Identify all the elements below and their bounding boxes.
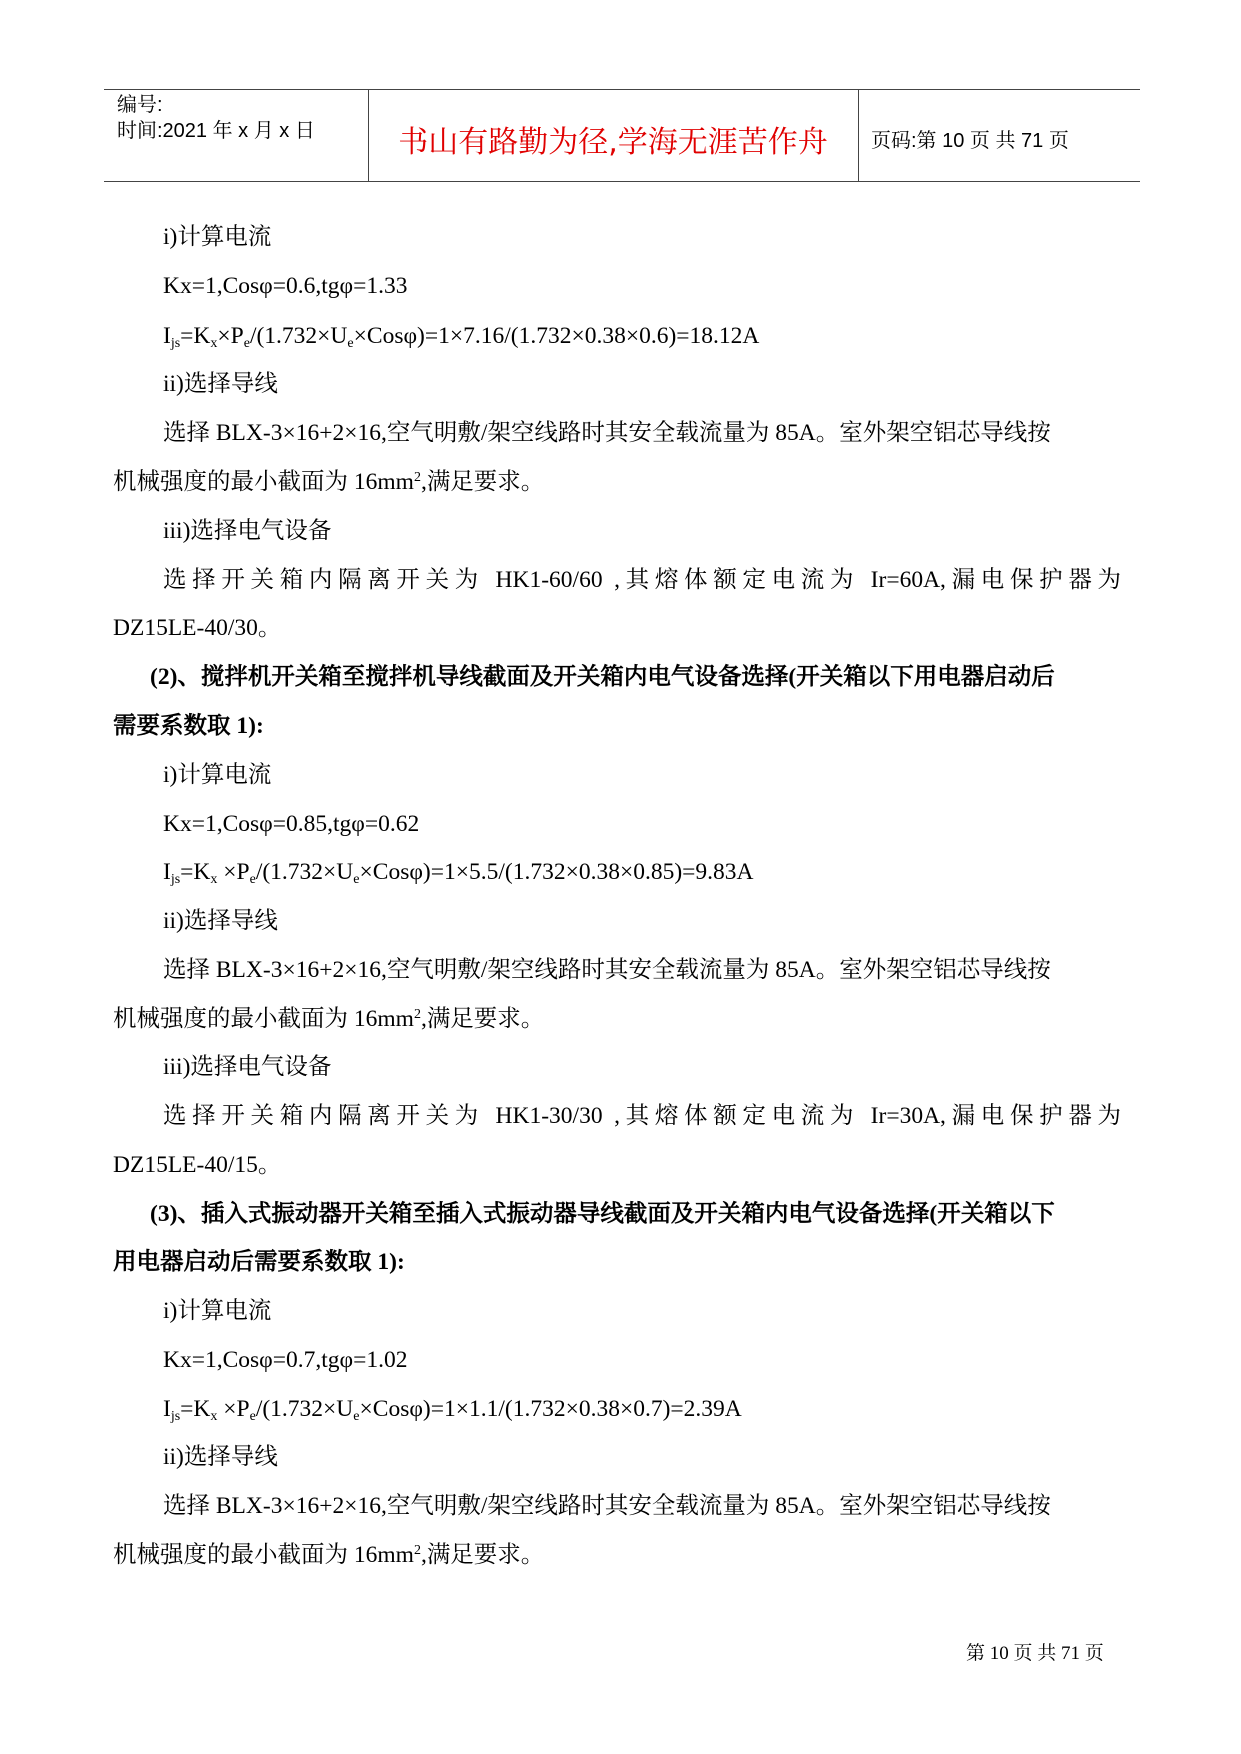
wire-select-title: ii)选择导线 <box>163 371 278 397</box>
param-line: Kx=1,Cosφ=0.85,tgφ=0.62 <box>163 811 420 837</box>
equip-paragraph-line2: DZ15LE-40/30。 <box>113 615 282 641</box>
wire-select-title: ii)选择导线 <box>163 908 278 934</box>
section-heading-line2: 需要系数取 1): <box>113 713 264 739</box>
header-bottom-rule <box>104 181 1140 182</box>
calc-current-title: i)计算电流 <box>163 762 272 788</box>
header-meta <box>117 92 315 144</box>
calc-current-title: i)计算电流 <box>163 224 272 250</box>
equip-select-title: iii)选择电气设备 <box>163 1054 332 1080</box>
wire-paragraph-line1: 选择 BLX-3×16+2×16,空气明敷/架空线路时其安全载流量为 85A。室外架空铝芯导线按 <box>163 957 1051 983</box>
formula-line: $I_{js}=K_x\times P_e/(1.732\times U_e\times Cos\varphi)=1\times 7.16/(1.732\times 0.38\times 0.6)=18.12A$ <box>163 323 760 351</box>
equip-paragraph-line2: DZ15LE-40/15。 <box>113 1152 282 1178</box>
param-line: Kx=1,Cosφ=0.7,tgφ=1.02 <box>163 1347 408 1373</box>
equip-paragraph-line1: 选择开关箱内隔离开关为 HK1-60/60 ,其熔体额定电流为 Ir=60A,漏电保护器为 <box>163 567 1121 593</box>
header-divider <box>858 89 859 182</box>
wire-paragraph-line2: 机械强度的最小截面为 $16mm^2$,满足要求。 <box>113 1006 545 1032</box>
wire-paragraph-line1: 选择 BLX-3×16+2×16,空气明敷/架空线路时其安全载流量为 85A。室外架空铝芯导线按 <box>163 1493 1051 1519</box>
header-number-label: 编号: <box>117 94 163 116</box>
formula-line: $I_{js}=K_x \times P_e/(1.732\times U_e\times Cos\varphi)=1\times 5.5/(1.732\times 0.38\times 0.85)=9.83A$ <box>163 859 754 887</box>
header-motto: 书山有路勤为径,学海无涯苦作舟 <box>398 125 828 160</box>
footer-page-number: 第 10 页 共 71 页 <box>966 1643 1104 1664</box>
wire-paragraph-line1: 选择 BLX-3×16+2×16,空气明敷/架空线路时其安全载流量为 85A。室外架空铝芯导线按 <box>163 420 1051 446</box>
section-heading-line1: (2)、搅拌机开关箱至搅拌机导线截面及开关箱内电气设备选择(开关箱以下用电器启动后 <box>150 664 1055 690</box>
param-line: Kx=1,Cosφ=0.6,tgφ=1.33 <box>163 273 408 299</box>
wire-select-title: ii)选择导线 <box>163 1444 278 1470</box>
equip-select-title: iii)选择电气设备 <box>163 518 332 544</box>
wire-paragraph-line2: 机械强度的最小截面为 $16mm^2$,满足要求。 <box>113 469 545 495</box>
section-heading-line2: 用电器启动后需要系数取 1): <box>113 1249 405 1275</box>
equip-paragraph-line1: 选择开关箱内隔离开关为 HK1-30/30 ,其熔体额定电流为 Ir=30A,漏电保护器为 <box>163 1103 1121 1129</box>
header-page-label: 页码:第 10 页 共 71 页 <box>871 130 1069 152</box>
formula-line: $I_{js}=K_x \times P_e/(1.732\times U_e\times Cos\varphi)=1\times 1.1/(1.732\times 0.38\times 0.7)=2.39A$ <box>163 1396 742 1424</box>
calc-current-title: i)计算电流 <box>163 1298 272 1324</box>
header-top-rule <box>104 89 1140 90</box>
section-heading-line1: (3)、插入式振动器开关箱至插入式振动器导线截面及开关箱内电气设备选择(开关箱以下 <box>150 1201 1055 1227</box>
header-time-label: 时间:2021 年 x 月 x 日 <box>117 120 315 142</box>
wire-paragraph-line2: 机械强度的最小截面为 $16mm^2$,满足要求。 <box>113 1542 545 1568</box>
